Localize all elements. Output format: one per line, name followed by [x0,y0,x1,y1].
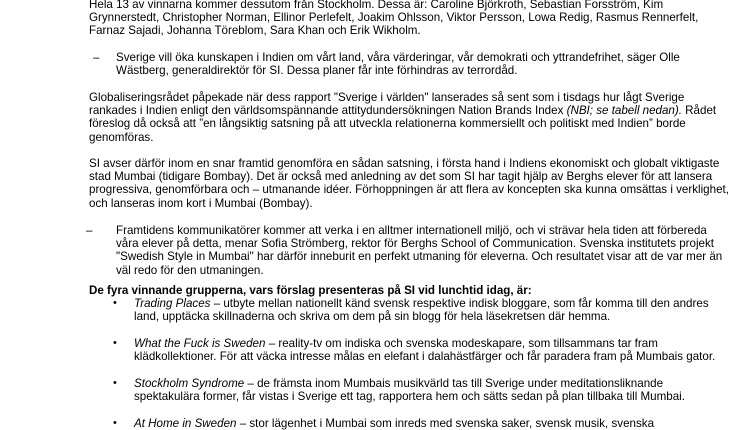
paragraph-italic-note: (NBI; se tabell nedan). [566,104,682,118]
paragraph-text: Globaliseringsrådet påpekade när dess rapport "Sverige i världen" lanserades så sent som i tisdags hur lågt Sverige rankades i Indien enligt den världsomspännande attitydundersökningen Nation Brands Index [89,91,685,118]
globalisering-paragraph [89,91,729,144]
bullet-marker: • [113,337,117,349]
quote-si [89,51,729,77]
paragraph-text: SI avser därför inom en snar framtid genomföra en sådan satsning, i första hand i Indiens ekonomiskt och globalt viktigaste stad Mumbai (tidigare Bombay). Det är också med anledning av det som SI har tagit hjälp av Berghs elever för att lansera progressiva, genomförbara och – utmanande idéer. Förhoppningen är att flera av koncepten ska kunna omsättas i verklighet, och lanseras inom kort i Mumbai (Bombay). [89,157,729,210]
heading-text: De fyra vinnande grupperna, vars förslag presenteras på SI vid lunchtid idag, är: [89,284,532,297]
bullet-marker: • [113,417,117,429]
list-item-text [134,337,729,363]
list-item-title: Trading Places [134,297,211,310]
list-item-title: Stockholm Syndrome [134,377,245,390]
bullet-marker: • [113,297,117,309]
quote-text: Framtidens kommunikatörer kommer att verka i en alltmer internationell miljö, och vi strävar hela tiden att förbereda våra elever på detta, menar Sofia Strömberg, rektor för Berghs School of Communication. Svenska institutets projekt "Swedish Style in Mumbai" har därför inneburit en perfekt utmaning för eleverna. Och resultatet visar att de var mer än väl redo för den utmaningen. [116,224,723,277]
list-item [89,377,729,403]
list-item-text [134,377,729,403]
bullet-marker: • [113,377,117,389]
dash-marker: – [93,51,100,64]
quote-berghs [86,224,729,277]
si-plan-paragraph [89,157,729,210]
winners-list-paragraph [89,0,729,38]
list-item-title: At Home in Sweden [134,417,237,430]
quote-text: Sverige vill öka kunskapen i Indien om vårt land, våra värderingar, vår demokrati och yttrandefrihet, säger Olle Wästberg, generaldirektör för SI. Dessa planer får inte förhindras av terrordåd. [116,51,680,78]
list-item [89,297,729,323]
list-item-description: – reality-tv om indiska och svenska modeskapare, som tillsammans tar fram klädkollektioner. För att väcka intresse målas en elefant i dalahästfärger och får paradera fram på Mumbais gator. [134,337,716,364]
paragraph-text: Hela 13 av vinnarna kommer dessutom från Stockholm. Dessa är: Caroline Björkroth, Sebastian Forsström, Kim Grynnerstedt, Christopher Norman, Ellinor Perlefelt, Joakim Ohlsson, Viktor Persson, Lowa Redig, Rasmus Rennerfelt, Farnaz Sajadi, Johanna Töreblom, Sara Khan och Erik Wikholm. [89,0,699,38]
list-item-description: – stor lägenhet i Mumbai som inreds med svenska saker, svensk musik, svenska [236,417,655,430]
dash-marker: – [86,224,93,237]
list-item-description: – de främsta inom Mumbais musikvärld tas till Sverige under meditationsliknande spektakulära former, får vistas i Sverige ett tag, rapportera hem och sätts sedan på plan tillbaka till Mumbai. [134,377,685,404]
paragraph-text-continued: Rådet föreslog då också att ”en långsiktig satsning på att utveckla relationerna kommersiellt och politiskt med Indien” borde genomföras. [89,104,717,144]
list-item [89,337,729,363]
list-item-text [134,297,729,323]
list-item-title: What the Fuck is Sweden [134,337,266,350]
winners-heading [89,284,729,297]
list-item-description: – utbyte mellan nationellt känd svensk respektive indisk bloggare, som får komma till den andres land, upptäcka skillnaderna och skriva om dem på sin blogg för hela läsekretsen där hemma. [134,297,709,324]
